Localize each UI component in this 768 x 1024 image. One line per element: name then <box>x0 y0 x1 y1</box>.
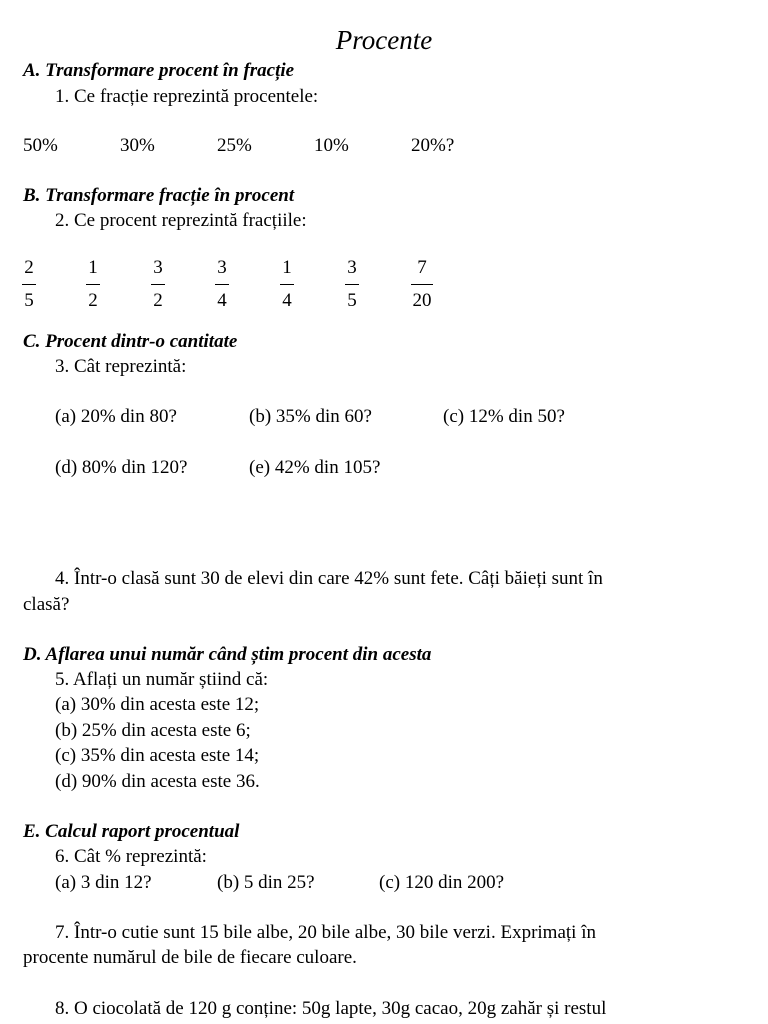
section-a-heading: A. Transformare procent în fracție <box>23 60 295 81</box>
fraction-numerator: 3 <box>347 257 357 278</box>
section-c-heading: C. Procent dintr-o cantitate <box>23 331 238 352</box>
fraction <box>410 258 434 310</box>
exercise-item: (c) 35% din acesta este 14; <box>55 745 260 766</box>
question-7-line-2: procente numărul de bile de fiecare culoare. <box>23 947 357 968</box>
fraction-numerator: 3 <box>217 257 227 278</box>
section-e-heading: E. Calcul raport procentual <box>23 821 240 842</box>
fraction <box>17 258 41 310</box>
fraction-denominator: 4 <box>282 290 292 311</box>
section-b-heading: B. Transformare fracție în procent <box>23 185 295 206</box>
fraction-denominator: 4 <box>217 290 227 311</box>
fraction-bar <box>411 284 433 285</box>
fraction-bar <box>280 284 294 285</box>
fraction <box>81 258 105 310</box>
question-6: 6. Cât % reprezintă: <box>55 846 207 867</box>
question-7-line-1: 7. Într-o cutie sunt 15 bile albe, 20 bile albe, 30 bile verzi. Exprimați în <box>55 922 596 943</box>
exercise-item: (b) 35% din 60? <box>249 406 372 427</box>
question-1: 1. Ce fracție reprezintă procentele: <box>55 86 319 107</box>
fraction-bar <box>345 284 359 285</box>
fraction-bar <box>151 284 165 285</box>
percent-item: 30% <box>120 135 155 156</box>
exercise-item: (a) 30% din acesta este 12; <box>55 694 260 715</box>
fraction <box>275 258 299 310</box>
fraction-denominator: 5 <box>24 290 34 311</box>
fraction-denominator: 2 <box>88 290 98 311</box>
percent-item: 10% <box>314 135 349 156</box>
fraction-denominator: 5 <box>347 290 357 311</box>
question-8-line-1: 8. O ciocolată de 120 g conține: 50g lapte, 30g cacao, 20g zahăr și restul <box>55 998 607 1019</box>
section-d-heading: D. Aflarea unui număr când știm procent din acesta <box>23 644 432 665</box>
exercise-item: (a) 20% din 80? <box>55 406 177 427</box>
fraction-numerator: 2 <box>24 257 34 278</box>
percent-item: 25% <box>217 135 252 156</box>
exercise-item: (d) 80% din 120? <box>55 457 188 478</box>
percent-item: 20%? <box>411 135 455 156</box>
page-title: Procente <box>335 25 433 55</box>
question-3: 3. Cât reprezintă: <box>55 356 187 377</box>
fraction-denominator: 2 <box>153 290 163 311</box>
fraction-numerator: 3 <box>153 257 163 278</box>
fraction-bar <box>22 284 36 285</box>
fraction-numerator: 1 <box>88 257 98 278</box>
percent-item: 50% <box>23 135 58 156</box>
fraction-bar <box>215 284 229 285</box>
question-4-line-1: 4. Într-o clasă sunt 30 de elevi din care 42% sunt fete. Câți băieți sunt în <box>55 568 603 589</box>
fraction-bar <box>86 284 100 285</box>
question-2: 2. Ce procent reprezintă fracțiile: <box>55 210 307 231</box>
question-5: 5. Aflați un număr știind că: <box>55 669 269 690</box>
fraction-numerator: 7 <box>417 257 427 278</box>
exercise-item: (b) 5 din 25? <box>217 872 315 893</box>
exercise-item: (c) 120 din 200? <box>379 872 505 893</box>
exercise-item: (c) 12% din 50? <box>443 406 565 427</box>
fraction <box>146 258 170 310</box>
question-4-line-2: clasă? <box>23 594 70 615</box>
exercise-item: (d) 90% din acesta este 36. <box>55 771 260 792</box>
fraction-denominator: 20 <box>412 290 432 311</box>
exercise-item: (a) 3 din 12? <box>55 872 152 893</box>
fraction <box>210 258 234 310</box>
exercise-item: (b) 25% din acesta este 6; <box>55 720 251 741</box>
fraction <box>340 258 364 310</box>
fraction-numerator: 1 <box>282 257 292 278</box>
exercise-item: (e) 42% din 105? <box>249 457 381 478</box>
